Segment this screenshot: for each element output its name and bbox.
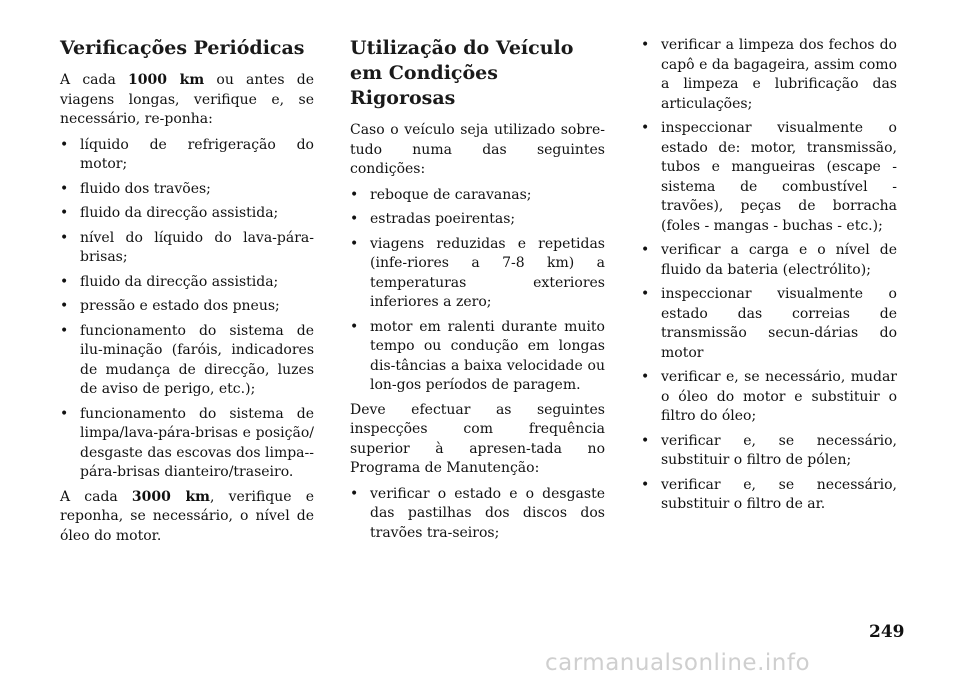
list-item: • funcionamento do sistema de limpa/lava-pára-brisas e posição/ desgaste das escovas dos limpa--pára-brisas dianteiro/traseiro. [60, 405, 314, 480]
conditions-intro: Caso o veículo seja utilizado sobre-tudo numa das seguintes condições: [350, 122, 605, 177]
list-item: • inspeccionar visualmente o estado das correias de transmissão secun-dárias do motor [641, 286, 897, 361]
list-item: • verificar e, se necessário, mudar o óleo do motor e substituir o filtro do óleo; [641, 369, 897, 424]
list-item: • pressão e estado dos pneus; [60, 297, 314, 317]
list-item: • inspeccionar visualmente o estado de: motor, transmissão, tubos e mangueiras (escape - sistema de combustível - travões), peças de borracha (foles - mangas - buchas - etc.); [641, 120, 897, 234]
list-item: • verificar o estado e o desgaste das pastilhas dos discos dos travões tra-seiros; [350, 485, 605, 541]
section-title-severe-conditions: Utilização do Veículo em Condições Rigorosas [350, 37, 574, 109]
watermark: carmanualsonline.info [545, 650, 811, 676]
bullet-icon: • [641, 286, 650, 302]
list-item: • verificar e, se necessário, substituir o filtro de pólen; [641, 432, 897, 468]
bullet-icon: • [641, 432, 650, 449]
interval-1000km: 1000 km [128, 72, 205, 88]
list-item: • verificar e, se necessário, substituir o filtro de ar. [641, 476, 897, 512]
interval-3000km: 3000 km [131, 488, 210, 505]
bullet-icon: • [60, 205, 69, 221]
bullet-icon: • [60, 298, 69, 314]
bullet-icon: • [60, 273, 69, 290]
bullet-icon: • [60, 322, 69, 339]
bullet-icon: • [350, 485, 359, 502]
outro-paragraph: A cada 3000 km, verifique e reponha, se necessário, o nível de óleo do motor. [60, 488, 314, 544]
page-number: 249 [869, 622, 905, 642]
list-item: • viagens reduzidas e repetidas (infe-riores a 7-8 km) a temperaturas exteriores inferiores a zero; [350, 235, 605, 310]
list-item: • fluido dos travões; [60, 180, 314, 200]
bullet-icon: • [60, 229, 69, 246]
inspections-paragraph: Deve efectuar as seguintes inspecções com frequência superior à apresen-tada no Programa de Manutenção: [350, 401, 605, 476]
bullet-icon: • [350, 211, 359, 227]
inspections-list [350, 485, 605, 544]
column-inspections-continued [641, 36, 897, 520]
list-item: • estradas poeirentas; [350, 210, 605, 230]
list-item: • fluido da direcção assistida; [60, 204, 314, 224]
conditions-list [350, 186, 605, 396]
list-item: • funcionamento do sistema de ilu-minação (faróis, indicadores de mudança de direcção, luzes de aviso de perigo, etc.); [60, 322, 314, 397]
list-item: • reboque de caravanas; [350, 186, 605, 206]
list-item: • fluido da direcção assistida; [60, 273, 314, 293]
bullet-icon: • [641, 369, 650, 385]
list-item: • motor em ralenti durante muito tempo ou condução em longas dis-tâncias a baixa velocidade ou lon-gos períodos de paragem. [350, 318, 605, 393]
bullet-icon: • [60, 136, 69, 153]
inspections-list-continued [641, 36, 897, 515]
list-item: • nível do líquido do lava-pára-brisas; [60, 229, 314, 265]
bullet-icon: • [641, 37, 650, 53]
bullet-icon: • [641, 242, 650, 258]
section-title-periodic-checks: Verificações Periódicas [60, 37, 305, 59]
list-item: • verificar a limpeza dos fechos do capô e da bagageira, assim como a limpeza e lubrificação das articulações; [641, 37, 897, 112]
bullet-icon: • [641, 476, 650, 493]
bullet-icon: • [350, 235, 359, 252]
bullet-icon: • [350, 318, 359, 335]
bullet-icon: • [60, 180, 69, 197]
periodic-checks-list [60, 136, 314, 483]
column-severe-conditions [350, 36, 605, 548]
list-item: • verificar a carga e o nível de fluido da bateria (electrólito); [641, 242, 897, 278]
column-periodic-checks [60, 36, 314, 552]
bullet-icon: • [350, 186, 359, 203]
list-item: • líquido de refrigeração do motor; [60, 136, 314, 172]
bullet-icon: • [60, 405, 69, 422]
intro-paragraph: A cada 1000 km ou antes de viagens longas, verifique e, se necessário, re-ponha: [60, 72, 314, 127]
bullet-icon: • [641, 120, 650, 136]
